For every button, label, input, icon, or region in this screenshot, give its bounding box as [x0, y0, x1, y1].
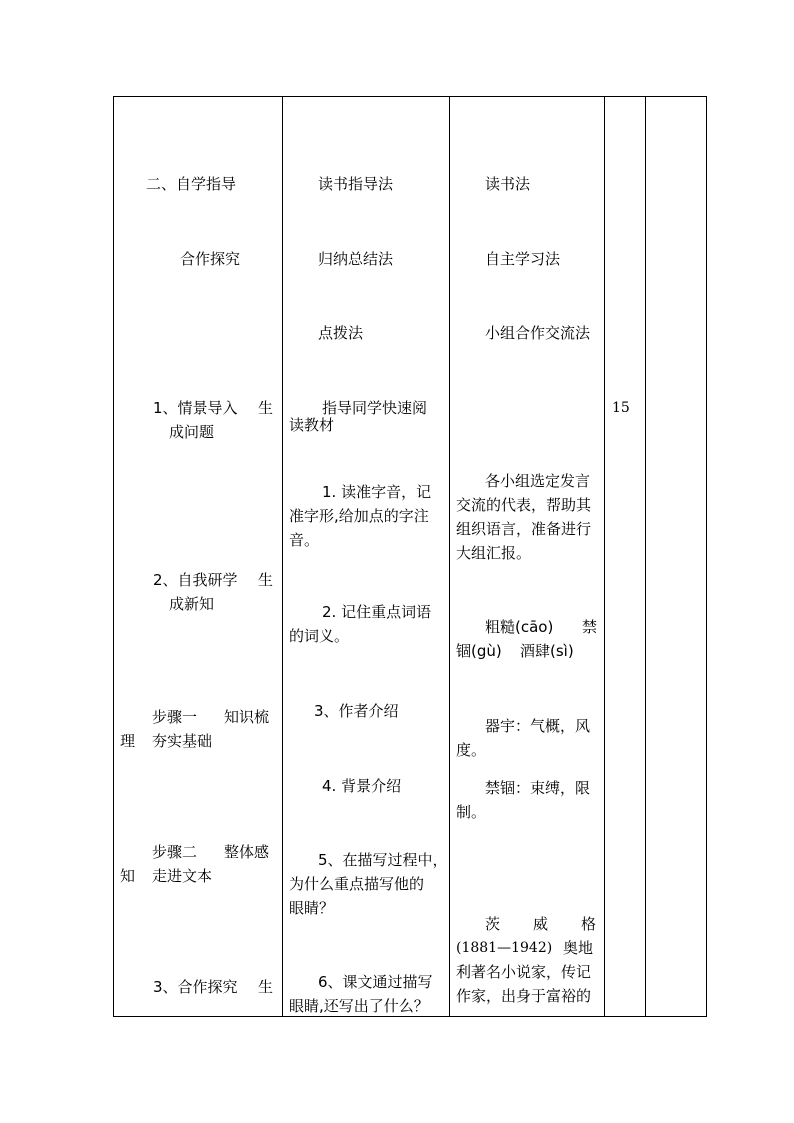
- step-two: 知: [120, 867, 136, 885]
- pronunciation-note: 粗糙(cāo): [485, 618, 554, 636]
- column-divider: [645, 96, 646, 1017]
- author-note: 奥地: [563, 939, 594, 957]
- question-6: 6、课文通过描写: [318, 973, 433, 991]
- author-note: 格: [581, 915, 597, 933]
- step-one: 步骤一: [152, 708, 198, 726]
- vocabulary-note: 禁锢：束缚，限: [485, 779, 591, 797]
- task-author-intro: 3、作者介绍: [314, 702, 399, 720]
- step-cooperative-inquiry: 合作探究: [180, 250, 241, 268]
- question-5: 眼睛？: [289, 899, 335, 917]
- learning-method-group: 小组合作交流法: [485, 324, 591, 342]
- author-note: 作家，出身于富裕的: [456, 987, 592, 1005]
- step-self-research: 生: [258, 571, 274, 589]
- group-report-note: 交流的代表，帮助其: [456, 496, 592, 514]
- column-divider: [282, 96, 283, 1017]
- task-pronunciation: 1. 读准字音，记: [322, 483, 432, 501]
- author-note: 茨: [485, 915, 501, 933]
- step-scenario-intro: 生: [258, 399, 274, 417]
- step-scenario-intro: 1、情景导入: [153, 399, 238, 417]
- step-self-study: 二、自学指导: [146, 175, 237, 193]
- learning-method-autonomous: 自主学习法: [485, 250, 561, 268]
- method-reading-guidance: 读书指导法: [318, 175, 394, 193]
- column-divider: [449, 96, 450, 1017]
- group-report-note: 各小组选定发言: [485, 472, 591, 490]
- method-prompting: 点拨法: [318, 324, 364, 342]
- task-pronunciation: 准字形,给加点的字注: [289, 507, 429, 525]
- vocabulary-note: 器宇：气概，风: [485, 717, 591, 735]
- time-minutes: 15: [612, 400, 630, 416]
- pronunciation-note: 锢(gù): [456, 642, 502, 660]
- author-note: 利著名小说家，传记: [456, 963, 592, 981]
- author-note: 威: [533, 915, 549, 933]
- method-summarizing: 归纳总结法: [318, 250, 394, 268]
- step-two: 步骤二: [152, 843, 198, 861]
- column-divider: [604, 96, 605, 1017]
- task-pronunciation: 音。: [289, 531, 320, 549]
- question-6: 眼睛,还写出了什么？: [289, 997, 429, 1015]
- step-cooperative-inquiry-3: 3、合作探究: [153, 978, 238, 996]
- step-self-research: 成新知: [169, 595, 215, 613]
- step-scenario-intro: 成问题: [169, 423, 215, 441]
- group-report-note: 大组汇报。: [456, 544, 532, 562]
- learning-method-reading: 读书法: [485, 175, 531, 193]
- step-self-research: 2、自我研学: [153, 571, 238, 589]
- group-report-note: 组织语言，准备进行: [456, 520, 592, 538]
- activity-fast-reading: 读教材: [289, 416, 335, 434]
- activity-fast-reading: 指导同学快速阅: [322, 399, 428, 417]
- step-one: 夯实基础: [152, 732, 213, 750]
- step-cooperative-inquiry-3: 生: [258, 978, 274, 996]
- step-two: 走进文本: [152, 867, 213, 885]
- task-vocabulary: 2. 记住重点词语: [322, 603, 432, 621]
- author-note: (1881—1942): [456, 940, 553, 956]
- step-two: 整体感: [224, 843, 270, 861]
- vocabulary-note: 度。: [456, 741, 487, 759]
- pronunciation-note: 酒肆(sì): [520, 642, 574, 660]
- task-background-intro: 4. 背景介绍: [322, 777, 402, 795]
- step-one: 理: [120, 732, 136, 750]
- question-5: 5、在描写过程中，: [318, 851, 448, 869]
- task-vocabulary: 的词义。: [289, 627, 350, 645]
- step-one: 知识梳: [224, 708, 270, 726]
- question-5: 为什么重点描写他的: [289, 875, 425, 893]
- vocabulary-note: 制。: [456, 803, 487, 821]
- pronunciation-note: 禁: [582, 618, 598, 636]
